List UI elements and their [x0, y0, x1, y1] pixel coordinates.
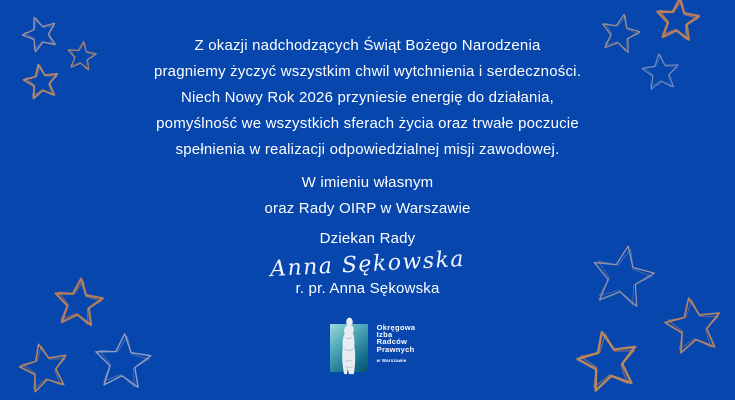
message-line: Z okazji nadchodzących Świąt Bożego Narodzenia [194, 37, 541, 54]
signatory-title: Dziekan Rady [319, 230, 416, 247]
logo-org-line: Prawnych [376, 344, 415, 354]
message-line: Niech Nowy Rok 2026 przyniesie energię do działania, [180, 89, 555, 106]
statue-icon [332, 316, 366, 378]
logo-text [377, 324, 416, 364]
message-line: spełnienia w realizacji odpowiedzialnej misji zawodowej. [175, 141, 560, 158]
oirp-logo [5, 316, 735, 372]
signatory-printed-name: r. pr. Anna Sękowska [295, 280, 440, 297]
attribution [0, 170, 735, 222]
attribution-line: oraz Rady OIRP w Warszawie [264, 200, 471, 217]
logo-org-line: Okręgowa [376, 323, 416, 332]
logo-org-line: Radców [376, 337, 408, 347]
message-line: pomyślność we wszystkich sferach życia oraz trwałe poczucie [156, 115, 579, 132]
logo-mark [330, 324, 368, 372]
signature-handwriting: Anna Sękowska [269, 246, 466, 282]
attribution-line: W imieniu własnym [301, 174, 434, 191]
greeting-message [0, 33, 735, 163]
logo-org-subline: w Warszawie [376, 357, 407, 363]
message-line: pragniemy życzyć wszystkim chwil wytchnienia i serdeczności. [153, 63, 582, 80]
logo-org-line: Izba [376, 330, 393, 340]
